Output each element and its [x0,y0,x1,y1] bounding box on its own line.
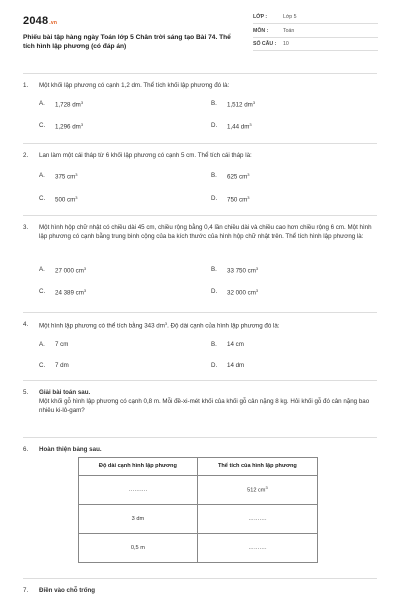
option-b[interactable] [211,266,258,276]
question-number: 7. [23,587,29,594]
option-letter: A. [39,172,45,179]
question-title: Giải bài toán sau. [39,389,91,396]
option-c[interactable] [39,362,69,371]
option-value: 625 $cm^3$ [227,172,250,181]
option-value: 1,296 $dm^3$ [55,122,84,131]
option-b[interactable] [211,100,255,110]
logo-main: 2048 [23,15,49,27]
question-1 [23,82,383,131]
option-d[interactable] [211,362,244,371]
table-cell-volume[interactable]: ………. [197,505,317,534]
logo-suffix: .vn [49,20,58,26]
option-c[interactable] [39,195,78,205]
option-value: 27 000 $cm^3$ [55,266,87,275]
meta-value: Lớp 5 [283,14,297,21]
option-value: 1,728 $dm^3$ [55,100,84,109]
divider [23,312,377,313]
option-value: 24 389 $cm^3$ [55,288,87,297]
option-letter: C. [39,288,46,295]
option-letter: B. [211,172,217,179]
option-value: 14 dm [227,362,245,369]
site-logo[interactable] [23,14,57,30]
option-letter: D. [211,288,218,295]
option-a[interactable] [39,172,78,182]
table-cell-edge: 3 dm [79,505,198,534]
option-value: 1,512 $dm^3$ [227,100,256,109]
meta-row-count [253,40,378,51]
question-4 [23,321,383,369]
divider [23,380,377,381]
question-text: Một hình hộp chữ nhật có chiều dài 45 cm, chiều rộng bằng 0,4 lần chiều dài và chiều cao hơn chiều rộng 6 cm. Một hình lập phương có cạnh bằng trung bình cộng của ba kích thước của hình hộp chữ nhật trên. Thể tích hình lập phương là: [39,224,372,240]
table-row [79,534,318,563]
meta-label: SỐ CÂU : [253,41,277,48]
question-text: Một khối lập phương có cạnh 1,2 dm. Thể tích khối lập phương đó là: [39,82,230,89]
option-a[interactable] [39,266,86,276]
divider [23,437,377,438]
option-letter: C. [39,362,46,369]
option-letter: C. [39,195,46,202]
question-6 [23,446,383,455]
question-number: 5. [23,389,29,396]
meta-row-subject [253,27,378,38]
table-row [79,476,318,505]
meta-row-class [253,13,378,24]
worksheet-title: Phiếu bài tập hàng ngày Toán lớp 5 Chân trời sáng tạo Bài 74. Thể tích hình lập phương (có đáp án) [23,34,231,51]
meta-label: MÔN : [253,27,269,34]
option-letter: A. [39,100,45,107]
option-d[interactable] [211,122,252,132]
question-2 [23,152,383,204]
table-cell-volume: 512 $cm^3$ [197,476,317,505]
question-text: Lan làm một cái tháp từ 6 khối lập phương có cạnh 5 cm. Thể tích cái tháp là: [39,152,252,159]
question-number: 1. [23,82,29,89]
question-number: 4. [23,321,29,328]
option-a[interactable] [39,100,83,110]
option-value: 32 000 $cm^3$ [227,288,259,297]
divider [23,215,377,216]
option-value: 7 dm [55,362,69,369]
table-cell-volume[interactable]: ………. [197,534,317,563]
option-d[interactable] [211,288,258,298]
meta-value: 10 [283,41,289,48]
question-title: Hoàn thiện bảng sau. [39,446,102,453]
meta-value: Toán [283,27,295,34]
option-value: 500 $cm^3$ [55,195,78,204]
table-cell-edge[interactable]: ………. [79,476,198,505]
meta-label: LỚP : [253,14,268,21]
table-header-edge: Độ dài cạnh hình lập phương [79,458,198,476]
question-text: Một hình lập phương có thể tích bằng 343 $dm^3$. Độ dài cạnh của hình lập phương đó là: [39,321,280,330]
option-letter: A. [39,341,45,348]
option-a[interactable] [39,341,68,350]
option-letter: B. [211,341,217,348]
table-header-row [79,458,318,476]
option-letter: D. [211,195,218,202]
fill-in-table [78,457,318,563]
option-value: 14 cm [227,341,244,348]
table-row [79,505,318,534]
option-c[interactable] [39,122,83,132]
question-number: 2. [23,152,29,159]
option-letter: C. [39,122,46,129]
option-letter: B. [211,266,217,273]
question-5 [23,389,383,416]
option-letter: D. [211,362,218,369]
option-b[interactable] [211,341,244,350]
table-header-volume: Thể tích của hình lập phương [197,458,317,476]
divider [23,73,377,74]
option-letter: B. [211,100,217,107]
option-value: 375 $cm^3$ [55,172,78,181]
option-c[interactable] [39,288,86,298]
question-3 [23,224,383,297]
divider [23,143,377,144]
option-value: 750 $cm^3$ [227,195,250,204]
option-value: 7 cm [55,341,69,348]
meta-panel [253,13,378,51]
option-letter: A. [39,266,45,273]
option-value: 33 750 $cm^3$ [227,266,259,275]
question-title: Điền vào chỗ trống [39,587,96,594]
question-text: Một khối gỗ hình lập phương có cạnh 0,8 m. Mỗi đề-xi-mét khối của khối gỗ cân nặng 8 kg. Hỏi khối gỗ đó cân nặng bao nhiêu ki-lô-gam? [39,397,370,414]
divider [23,578,377,579]
option-letter: D. [211,122,218,129]
question-7 [23,587,383,596]
option-b[interactable] [211,172,250,182]
option-d[interactable] [211,195,250,205]
option-value: 1,44 $dm^3$ [227,122,252,131]
question-number: 3. [23,224,29,231]
question-number: 6. [23,446,29,453]
table-cell-edge: 0,5 m [79,534,198,563]
